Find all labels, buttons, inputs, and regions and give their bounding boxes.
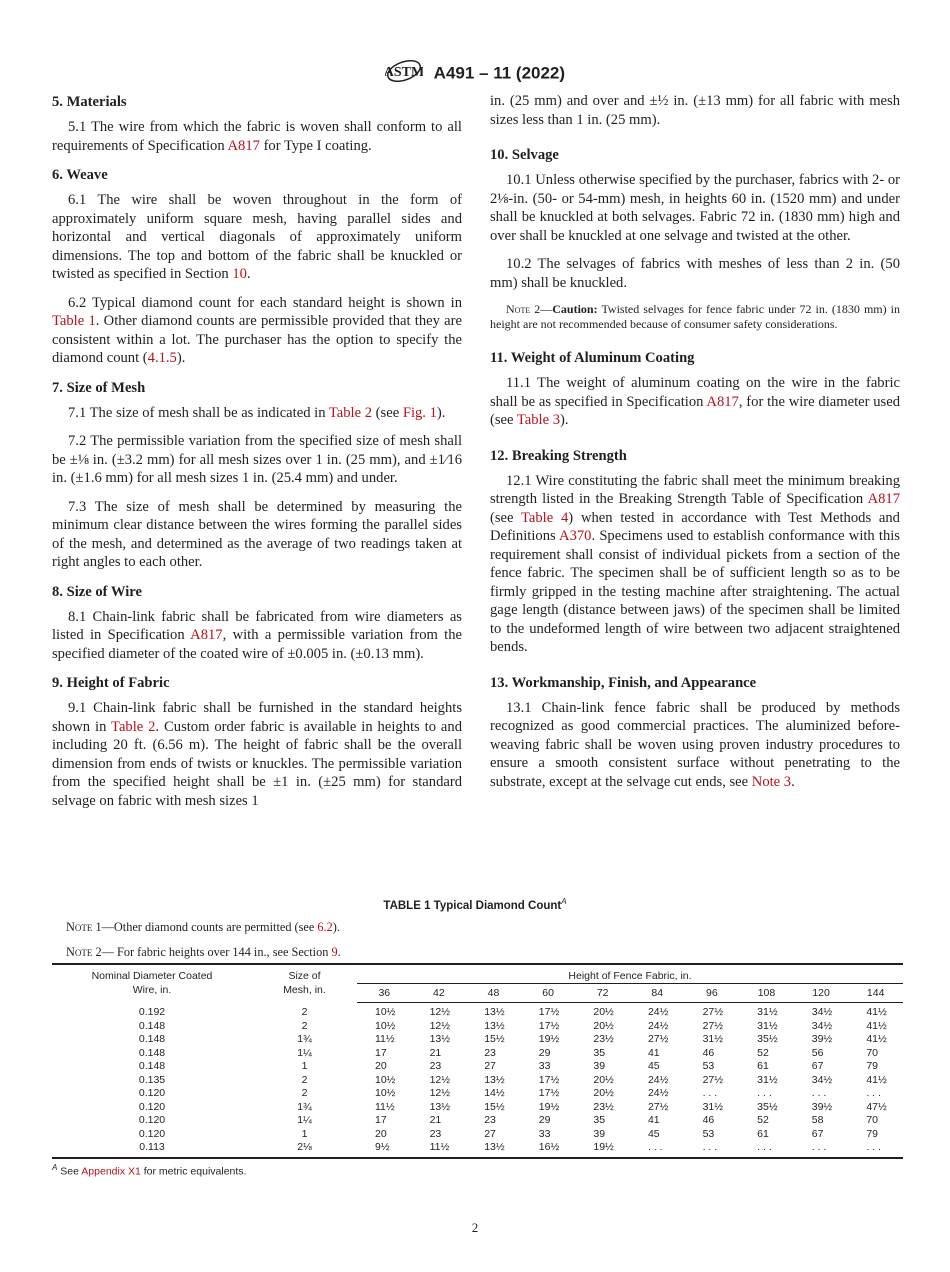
- cell-count: 56: [811, 1046, 824, 1059]
- cell-mesh: 2⅛: [297, 1141, 312, 1153]
- table-row: [52, 1101, 903, 1115]
- cell-count: . . .: [811, 1141, 827, 1153]
- cell-count: 13½: [429, 1100, 451, 1113]
- cell-diameter: 0.120: [138, 1087, 166, 1099]
- cell-count: 23: [429, 1127, 442, 1140]
- cell-count: 12½: [429, 1073, 451, 1086]
- left-column: [52, 92, 462, 820]
- cell-count: . . .: [811, 1087, 827, 1099]
- table-note-2: Note 2— For fabric heights over 144 in., see Section 9.: [66, 945, 341, 959]
- cell-diameter: 0.192: [138, 1005, 166, 1018]
- column-header-height: 36: [357, 984, 412, 1003]
- column-header-height: 120: [794, 984, 849, 1003]
- cell-count: 13½: [484, 1141, 505, 1153]
- paragraph-7-2: 7.2 The permissible variation from the specified size of mesh shall be ±⅛ in. (±3.2 mm) for all mesh sizes over 1 in. (25 mm), and ±1⁄16 in. (±1.6 mm) for all mesh sizes 1 in. (25.4 mm) and under.: [52, 433, 462, 486]
- column-group-header-height: Height of Fence Fabric, in.: [568, 970, 692, 982]
- cell-count: 24½: [647, 1019, 669, 1032]
- section-6-weave: [52, 165, 462, 368]
- diamond-count-table: [52, 963, 903, 1159]
- cell-count: 17½: [538, 1073, 560, 1086]
- paragraph-12-1: 12.1 Wire constituting the fabric shall meet the minimum breaking strength listed in the Breaking Strength Table of Specification A817 (see Table 4) when tested in accordance with Test Methods and Definitions A370. Specimens used to establish conformance with this requirement shall consist of individual pickets from a section of the fence fabric. The specimen shall be of sufficient length so as to be firmly gripped in the testing machine after straightening. The actual gage length (distance between jaws) of the specimen shall be limited to the undeformed length of wire between two adjacent straightened bends.: [490, 472, 900, 655]
- cell-count: 17½: [538, 1087, 560, 1099]
- table-1-title: TABLE 1 Typical Diamond Count$^A$: [383, 897, 567, 912]
- cell-count: 15½: [484, 1100, 505, 1113]
- cell-mesh: 1¼: [297, 1046, 312, 1059]
- cell-count: 46: [702, 1046, 715, 1059]
- column-header-height: 60: [521, 984, 576, 1003]
- cell-count: 13½: [484, 1073, 505, 1086]
- astm-logo-icon: [385, 56, 423, 91]
- link-a370[interactable]: A370: [559, 528, 592, 544]
- cell-count: 27½: [702, 1073, 723, 1086]
- section-10-selvage: [490, 145, 900, 332]
- cell-count: 35: [593, 1046, 606, 1059]
- cell-count: 35: [593, 1114, 606, 1126]
- paragraph-7-1: 7.1 The size of mesh shall be as indicated in Table 2 (see Fig. 1).: [68, 404, 446, 421]
- cell-count: 20½: [593, 1006, 614, 1018]
- cell-count: 31½: [757, 1006, 778, 1018]
- svg-text:ASTM: ASTM: [384, 65, 423, 80]
- cell-count: 24½: [647, 1087, 669, 1099]
- link-a817[interactable]: A817: [190, 627, 223, 643]
- cell-count: 11½: [429, 1141, 450, 1153]
- paragraph-6-1: 6.1 The wire shall be woven throughout in the form of approximately uniform square mesh, having parallel sides and horizontal and vertical diagonals of approximately uniform dimensions. The top and bottom of the fabric shall be knuckled or twisted as specified in Section 10.: [52, 192, 462, 282]
- cell-count: 79: [866, 1127, 879, 1140]
- cell-count: 58: [811, 1114, 824, 1126]
- cell-count: 45: [647, 1127, 660, 1140]
- cell-count: 24½: [647, 1006, 669, 1018]
- cell-count: 79: [866, 1060, 879, 1072]
- document-designation: A491 – 11 (2022): [433, 63, 566, 83]
- paragraph-5-1: 5.1 The wire from which the fabric is woven shall conform to all requirements of Specification A817 for Type I coating.: [52, 119, 462, 154]
- cell-count: 53: [702, 1127, 715, 1140]
- cell-count: 23½: [593, 1100, 614, 1113]
- cell-count: 41: [647, 1114, 660, 1126]
- column-header-mesh: Size of Mesh, in.: [283, 970, 326, 996]
- cell-count: 20½: [593, 1019, 614, 1032]
- section-heading: 8. Size of Wire: [52, 583, 142, 600]
- cell-count: 17½: [538, 1006, 560, 1018]
- cell-count: 27½: [702, 1006, 723, 1018]
- cell-count: 34½: [811, 1073, 833, 1086]
- cell-mesh: 2: [301, 1073, 308, 1086]
- cell-count: 41½: [866, 1033, 887, 1045]
- cell-count: 41: [647, 1046, 660, 1059]
- paragraph-11-1: 11.1 The weight of aluminum coating on the wire in the fabric shall be as specified in Specification A817, for the wire diameter used (see Table 3).: [490, 375, 901, 428]
- table-row: [52, 1087, 903, 1101]
- cell-diameter: 0.113: [139, 1141, 165, 1153]
- cell-count: 70: [866, 1046, 879, 1059]
- link-6-2[interactable]: 6.2: [317, 920, 333, 934]
- cell-count: 14½: [484, 1087, 505, 1099]
- cell-count: 41½: [866, 1019, 887, 1032]
- table-row: [52, 1114, 903, 1128]
- cell-count: 41½: [866, 1073, 887, 1086]
- link-table-2[interactable]: Table 2: [328, 404, 373, 421]
- section-heading: 12. Breaking Strength: [490, 447, 627, 464]
- cell-count: . . .: [866, 1141, 881, 1153]
- section-8-size-of-wire: [52, 582, 462, 664]
- cell-mesh: 2: [301, 1087, 308, 1099]
- cell-diameter: 0.120: [138, 1114, 166, 1126]
- cell-count: 53: [702, 1060, 715, 1072]
- table-row: [52, 1020, 903, 1034]
- cell-count: 19½: [538, 1033, 560, 1045]
- table-row: [52, 1047, 903, 1061]
- cell-count: 34½: [811, 1019, 833, 1032]
- right-column: [490, 92, 900, 801]
- link-table-1[interactable]: Table 1: [52, 313, 96, 329]
- cell-count: 13½: [484, 1019, 505, 1032]
- link-section-10[interactable]: 10: [232, 266, 247, 282]
- cell-diameter: 0.148: [138, 1019, 166, 1032]
- column-header-diameter: Nominal Diameter Coated Wire, in.: [91, 970, 213, 996]
- cell-count: 52: [757, 1114, 769, 1126]
- cell-count: 34½: [811, 1006, 833, 1018]
- cell-count: . . .: [702, 1087, 718, 1099]
- section-heading: 9. Height of Fabric: [52, 675, 170, 691]
- link-a817[interactable]: A817: [706, 393, 739, 410]
- column-header-height: 84: [630, 984, 685, 1003]
- cell-count: 20: [375, 1127, 387, 1140]
- paragraph-10-2: 10.2 The selvages of fabrics with meshes of less than 2 in. (50 mm) shall be knuckled.: [490, 256, 900, 291]
- cell-count: 61: [757, 1060, 769, 1072]
- cell-mesh: 1¾: [297, 1100, 312, 1113]
- cell-count: . . .: [757, 1087, 772, 1099]
- section-heading: 11. Weight of Aluminum Coating: [490, 350, 695, 366]
- cell-count: 17: [375, 1046, 387, 1059]
- section-heading: 13. Workmanship, Finish, and Appearance: [490, 674, 757, 691]
- cell-count: 31½: [757, 1019, 778, 1032]
- table-row: [52, 1003, 903, 1020]
- column-header-height: 72: [575, 984, 630, 1003]
- link-fig-1[interactable]: Fig. 1: [402, 404, 437, 421]
- section-9-height-of-fabric: [52, 673, 462, 810]
- section-13-workmanship: [490, 673, 900, 792]
- paragraph-13-1: 13.1 Chain-link fence fabric shall be produced by methods recognized as good commercial practices. The aluminized before-weaving fabric shall be woven using proven industry procedures to ensure a smooth consistent surface without penetrating to the substrate, except at the selvage cut ends, see Note 3.: [490, 699, 900, 790]
- cell-count: 15½: [484, 1033, 505, 1045]
- cell-count: 20: [375, 1060, 387, 1072]
- paragraph-9-1: 9.1 Chain-link fabric shall be furnished in the standard heights shown in Table 2. Custom order fabric is available in heights to and including 20 ft. (6.56 m). The height of fabric shall be the overall dimension from ends of twists or knuckles. The permissible variation from the specified height shall be ±1 in. (±25 mm) for standard selvage on fabric with mesh sizes 1: [52, 700, 462, 809]
- cell-count: 10½: [375, 1073, 396, 1086]
- cell-count: 39: [593, 1127, 606, 1140]
- column-header-height: 42: [412, 984, 467, 1003]
- cell-count: . . .: [866, 1087, 881, 1099]
- cell-count: 24½: [647, 1073, 669, 1086]
- cell-count: 12½: [429, 1019, 451, 1032]
- cell-count: 33: [538, 1060, 551, 1072]
- table-row: [52, 1128, 903, 1142]
- page-number: 2: [471, 1220, 479, 1235]
- section-heading: 10. Selvage: [490, 147, 559, 163]
- cell-mesh: 2: [301, 1005, 308, 1018]
- cell-mesh: 1¾: [297, 1033, 312, 1045]
- section-5-materials: [52, 92, 462, 155]
- cell-count: 10½: [375, 1087, 396, 1099]
- cell-diameter: 0.148: [138, 1046, 166, 1059]
- cell-count: 23½: [593, 1033, 614, 1045]
- note-2-caution: Note 2—Caution: Twisted selvages for fence fabric under 72 in. (1830 mm) in height are not recommended because of consumer safety considerations.: [490, 302, 900, 331]
- cell-count: 67: [811, 1060, 824, 1072]
- cell-count: 31½: [702, 1100, 723, 1113]
- cell-count: 41½: [866, 1006, 887, 1018]
- table-row: [52, 1033, 903, 1047]
- cell-count: 61: [757, 1127, 769, 1140]
- table-row: [52, 1141, 903, 1158]
- cell-count: 27½: [702, 1019, 723, 1032]
- link-table-2[interactable]: Table 2: [111, 718, 156, 735]
- cell-mesh: 1¼: [297, 1114, 312, 1126]
- paragraph-10-1: 10.1 Unless otherwise specified by the purchaser, fabrics with 2- or 2⅛-in. (50- or 54-mm) mesh, in heights 60 in. (1520 mm) and under shall be knuckled at both selvages. Fabric 72 in. (1830 mm) high and over shall be knuckled at one selvage and twisted at the other.: [490, 172, 900, 244]
- link-section-9[interactable]: 9: [331, 945, 338, 959]
- cell-count: 12½: [429, 1006, 451, 1018]
- cell-count: 21: [429, 1046, 442, 1059]
- paragraph-9-1-continued: in. (25 mm) and over and ±½ in. (±13 mm) for all fabric with mesh sizes less than 1 in. (25 mm).: [490, 93, 900, 128]
- column-header-height: 108: [739, 984, 794, 1003]
- cell-count: . . .: [757, 1141, 772, 1153]
- cell-count: 17: [375, 1114, 387, 1126]
- cell-count: 29: [538, 1114, 551, 1126]
- section-7-size-of-mesh: [52, 378, 462, 572]
- link-appendix-x1[interactable]: Appendix X1: [81, 1165, 141, 1178]
- cell-count: 47½: [866, 1100, 887, 1113]
- cell-diameter: 0.148: [138, 1060, 166, 1072]
- cell-count: 27½: [647, 1033, 669, 1045]
- cell-diameter: 0.120: [138, 1127, 166, 1140]
- cell-diameter: 0.135: [138, 1073, 166, 1086]
- cell-count: 35½: [757, 1100, 778, 1113]
- section-12-breaking-strength: [490, 446, 900, 657]
- link-4-1-5[interactable]: 4.1.5: [147, 350, 177, 366]
- section-11-weight-of-aluminum-coating: [490, 348, 900, 430]
- cell-count: 11½: [375, 1033, 395, 1045]
- cell-count: 35½: [757, 1033, 778, 1045]
- cell-count: 31½: [757, 1073, 778, 1086]
- cell-count: 13½: [484, 1006, 505, 1018]
- cell-count: 67: [811, 1127, 824, 1140]
- cell-count: 46: [702, 1114, 715, 1126]
- cell-count: 52: [757, 1046, 769, 1059]
- cell-count: 19½: [593, 1141, 614, 1153]
- cell-count: 17½: [538, 1019, 560, 1032]
- page-header: [0, 56, 950, 91]
- link-table-3[interactable]: Table 3: [516, 412, 561, 428]
- table-footnote: $^A$ See Appendix X1 for metric equivalents.: [52, 1163, 247, 1178]
- cell-count: 10½: [375, 1006, 396, 1018]
- cell-count: 23: [484, 1114, 496, 1126]
- cell-count: 27: [484, 1060, 496, 1072]
- link-table-4[interactable]: Table 4: [521, 509, 569, 526]
- cell-count: 23: [429, 1060, 442, 1072]
- column-header-height: 48: [466, 984, 521, 1003]
- section-heading: 5. Materials: [52, 94, 127, 110]
- paragraph-6-2: 6.2 Typical diamond count for each standard height is shown in Table 1. Other diamond counts are permissible provided that they are consistent within a lot. The purchaser has the option to specify the diamond count (4.1.5).: [52, 294, 462, 366]
- cell-mesh: 2: [301, 1019, 308, 1032]
- cell-count: . . .: [647, 1141, 663, 1153]
- cell-count: 23: [484, 1046, 496, 1059]
- cell-count: 11½: [375, 1100, 395, 1113]
- cell-count: 16½: [538, 1141, 560, 1153]
- link-a817[interactable]: A817: [867, 491, 900, 507]
- cell-count: 39½: [811, 1033, 833, 1045]
- cell-count: 29: [538, 1046, 551, 1059]
- cell-diameter: 0.148: [138, 1033, 166, 1045]
- cell-count: 13½: [429, 1033, 451, 1045]
- cell-count: 27½: [647, 1100, 669, 1113]
- table-note-1: Note 1—Other diamond counts are permitted (see 6.2).: [66, 920, 340, 934]
- cell-count: 45: [647, 1060, 660, 1072]
- section-heading: 7. Size of Mesh: [52, 379, 146, 396]
- paragraph-8-1: 8.1 Chain-link fabric shall be fabricated from wire diameters as listed in Specification A817, with a permissible variation from the specified diameter of the coated wire of ±0.005 in. (±0.13 mm).: [52, 608, 462, 662]
- cell-count: 20½: [593, 1087, 614, 1099]
- section-heading: 6. Weave: [52, 167, 108, 183]
- cell-count: 27: [484, 1127, 496, 1140]
- cell-count: 33: [538, 1127, 551, 1140]
- cell-count: 20½: [593, 1073, 614, 1086]
- table-row: [52, 1060, 903, 1074]
- cell-count: 39½: [811, 1100, 833, 1113]
- cell-mesh: 1: [301, 1127, 308, 1140]
- cell-count: 12½: [429, 1087, 451, 1099]
- cell-count: 31½: [702, 1033, 723, 1045]
- link-a817[interactable]: A817: [227, 137, 260, 154]
- column-header-height: 144: [848, 984, 903, 1003]
- table-row: [52, 1074, 903, 1088]
- cell-diameter: 0.120: [138, 1100, 166, 1113]
- cell-count: 39: [593, 1060, 606, 1072]
- column-header-height: 96: [685, 984, 740, 1003]
- cell-count: . . .: [702, 1141, 718, 1153]
- link-note-3[interactable]: Note 3: [751, 773, 792, 790]
- cell-count: 10½: [375, 1019, 396, 1032]
- cell-count: 9½: [375, 1141, 390, 1153]
- cell-count: 70: [866, 1114, 879, 1126]
- paragraph-7-3: 7.3 The size of mesh shall be determined by measuring the minimum clear distance between the wires forming the parallel sides of the mesh, and determined as the average of two readings taken at right angles to each other.: [52, 498, 462, 570]
- cell-mesh: 1: [301, 1060, 308, 1072]
- cell-count: 21: [429, 1114, 442, 1126]
- cell-count: 19½: [538, 1100, 560, 1113]
